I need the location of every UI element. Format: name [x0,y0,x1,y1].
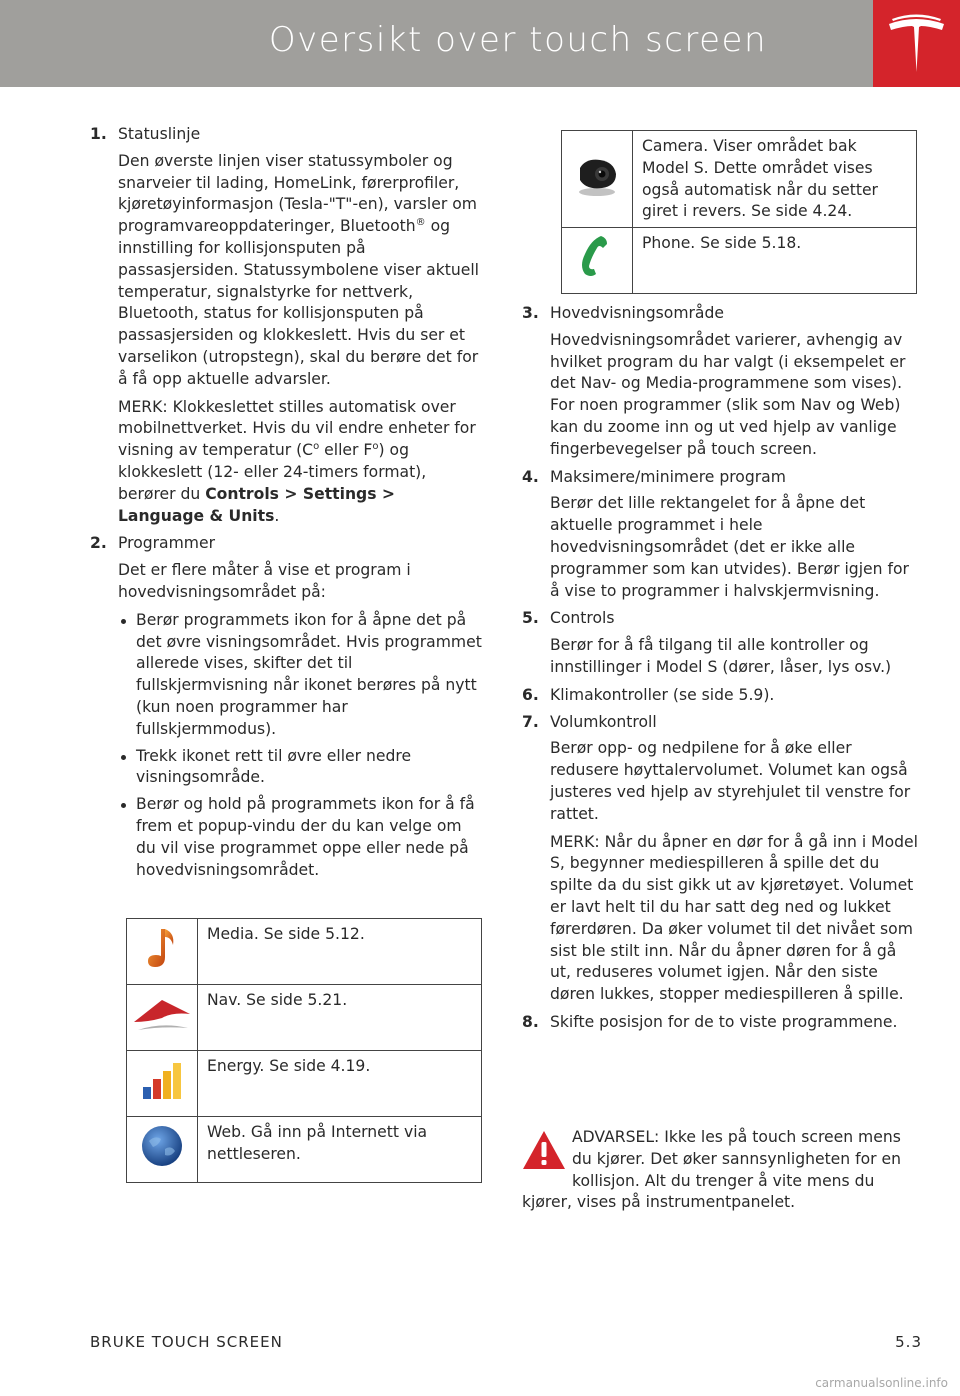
item-number: 5. [522,609,539,628]
degree-mark: o [313,440,320,452]
footer-section: BRUKE TOUCH SCREEN [90,1333,283,1351]
item-title: Hovedvisningsområde [550,304,724,322]
media-note-icon [127,919,198,985]
item-maksimere [522,467,918,603]
item-title: Klimakontroller (se side 5.9). [550,685,775,704]
item-title: Statuslinje [118,125,201,143]
list-item: Trekk ikonet rett til øvre eller nedre visningsområde. [118,746,485,790]
item-programmer [90,533,485,881]
app-description: Web. Gå inn på Internett via nettleseren. [198,1117,482,1183]
table-row [127,1117,482,1183]
page-number: 5.3 [895,1333,922,1351]
item-number: 8. [522,1012,539,1031]
list-item: Berør og hold på programmets ikon for å få frem et popup-vindu der du kan velge om du vil vise programmet oppe eller nede på hovedvisningsområdet. [118,794,485,881]
watermark: carmanualsonline.info [815,1376,948,1390]
left-column [90,124,485,886]
settings-path: Controls > Settings > Language & Units [118,484,395,525]
apps-table-right [561,130,917,294]
item-title: Controls [550,609,615,628]
item-title: Skifte posisjon for de to viste programmene. [550,1012,898,1031]
item-paragraph: Berør for å få tilgang til alle kontroller og innstillinger i Model S (dører, låser, lys osv.) [550,636,892,676]
item-title: Volumkontroll [550,712,657,731]
item-hovedvisningsomrade [522,303,918,461]
item-number: 3. [522,304,539,322]
warning-text: ADVARSEL: Ikke les på touch screen mens du kjører. Det øker sannsynligheten for en kollisjon. Alt du trenger å vite mens du kjører, vises på instrumentpanelet. [522,1128,901,1212]
item-volumkontroll [522,712,918,1006]
warning-box [522,1127,918,1214]
tesla-logo [873,0,960,87]
apps-table-left [126,918,482,1183]
item-number: 6. [522,685,539,704]
nav-icon [127,985,198,1051]
page-title: Oversikt over touch screen [268,20,767,60]
item-number: 1. [90,125,107,143]
energy-bars-icon [127,1051,198,1117]
page-header [0,0,873,87]
item-title: Programmer [118,534,215,553]
item-paragraph: Den øverste linjen viser statussymboler og snarveier til lading, HomeLink, førerprofiler, kjøretøyinformasjon (Tesla-"T"-en), varsler om programvareoppdateringer, Bluetooth® og innstilling for kollisjonsputen på passasjersiden. Statussymbolene viser aktuell temperatur, signalstyrke for nettverk, Bluetooth, status for kollisjonsputen på passasjersiden og klokkeslett. Hvis du ser et varselikon (utropstegn), skal du berøre det for å få opp aktuelle advarsler. [118,151,479,388]
tesla-t-icon [873,0,960,87]
registered-mark: ® [415,217,426,228]
item-number: 7. [522,712,539,731]
item-controls [522,608,918,678]
app-description: Media. Se side 5.12. [198,919,482,985]
item-paragraph: Berør det lille rektangelet for å åpne det aktuelle programmet i hele hovedvisningsområdet (det er ikke alle programmer som kan utvides). Berør igjen for å vise to programmer i halvskjermvisning. [550,494,909,600]
app-description: Camera. Viser området bak Model S. Dette området vises også automatisk når du setter giret i revers. Se side 4.24. [633,131,917,228]
table-row [127,985,482,1051]
item-paragraph: Det er flere måter å vise et program i hovedvisningsområdet på: [118,561,411,601]
list-item: Berør programmets ikon for å åpne det på det øvre visningsområdet. Hvis programmet allerede vises, skifter det til fullskjermvisning når ikonet berøres på nytt (kun noen programmer har fullskjermmodus). [118,610,485,741]
app-description: Nav. Se side 5.21. [198,985,482,1051]
table-row [562,228,917,294]
bullet-list [118,610,485,882]
item-number: 4. [522,467,539,486]
item-skifte-posisjon [522,1012,918,1034]
item-paragraph: Berør opp- og nedpilene for å øke eller redusere høyttalervolumet. Volumet kan også justeres ved hjelp av styrehjulet til venstre for rattet. [550,739,911,823]
app-description: Energy. Se side 4.19. [198,1051,482,1117]
app-description: Phone. Se side 5.18. [633,228,917,294]
table-row [127,919,482,985]
item-klimakontroller [522,685,918,707]
camera-icon [562,131,633,228]
web-globe-icon [127,1117,198,1183]
degree-mark: o [372,440,379,452]
item-paragraph: Hovedvisningsområdet varierer, avhengig av hvilket program du har valgt (i eksempelet er det Nav- og Media-programmene som vises). For noen programmer (slik som Nav og Web) kan du zoome inn og ut ved hjelp av vanlige fingerbevegelser på touch screen. [550,330,906,458]
item-statuslinje [90,124,485,527]
item-number: 2. [90,534,107,553]
right-column [522,303,918,1039]
phone-icon [562,228,633,294]
item-note: MERK: Når du åpner en dør for å gå inn i Model S, begynner mediespilleren å spille det du spilte da du sist gikk ut av kjøretøyet. Volumet er lavt helt til du har satt deg ned og lukket førerdøren. Da øker volumet til det nivået som sist ble stilt inn. Når du åpner døren for å gå ut, reduseres volumet igjen. Når den siste døren lukkes, stopper mediespilleren å spille. [550,832,918,1004]
item-title: Maksimere/minimere program [550,467,786,486]
table-row [562,131,917,228]
table-row [127,1051,482,1117]
item-note: MERK: Klokkeslettet stilles automatisk over mobilnettverket. Hvis du vil endre enheter for visning av temperatur ($C^o$ eller $F^o$) og klokkeslett (12- eller 24-timers format), berører du Controls > Settings > Language & Units. [118,397,476,525]
warning-triangle-icon [522,1129,566,1171]
